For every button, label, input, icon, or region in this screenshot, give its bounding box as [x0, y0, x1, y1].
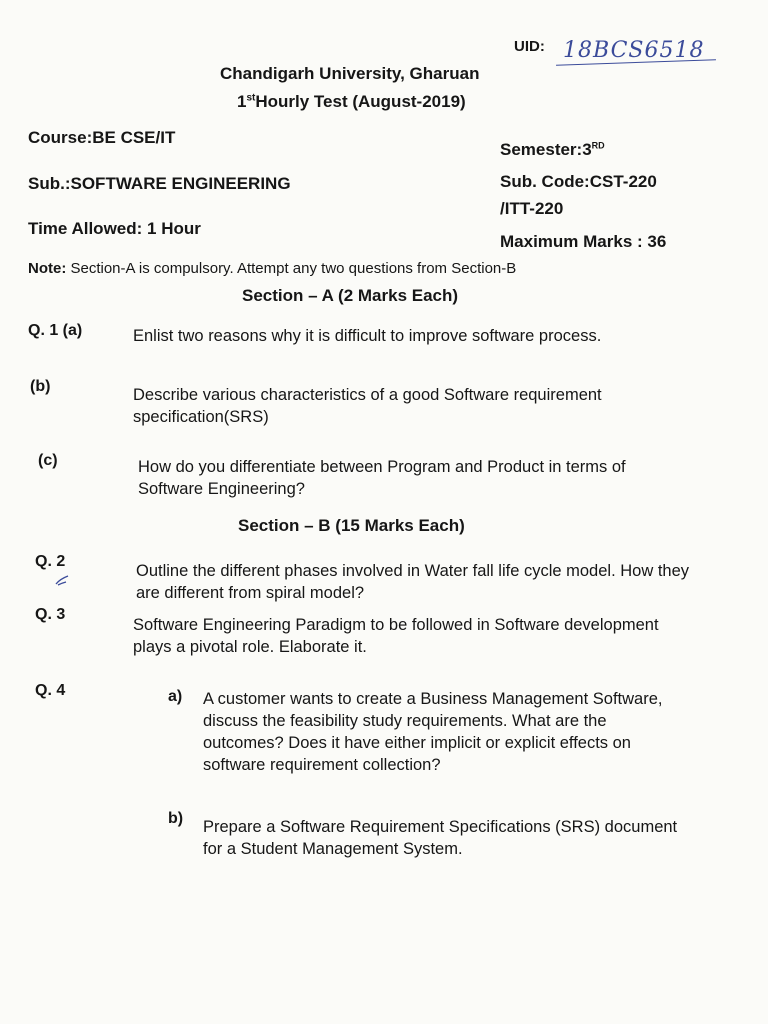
- q4b-text: Prepare a Software Requirement Specifications (SRS) document for a Student Management System.: [203, 818, 678, 858]
- handwritten-tick-icon: [54, 574, 70, 586]
- semester-sup: RD: [591, 140, 605, 151]
- q2-label: Q. 2: [35, 553, 66, 570]
- q1-label: Q. 1 (a): [28, 322, 83, 339]
- q4b-label: b): [168, 810, 184, 827]
- course-info: Course:BE CSE/IT: [28, 128, 176, 147]
- q1b-label: (b): [30, 378, 51, 395]
- maximum-marks: Maximum Marks : 36: [500, 232, 667, 251]
- test-prefix: 1: [237, 92, 247, 111]
- note-label: Note:: [28, 260, 67, 277]
- uid-handwritten-value: 18BCS6518: [563, 38, 705, 63]
- q1b-text: Describe various characteristics of a good Software requirement specification(SRS): [133, 386, 602, 426]
- subject-info: Sub.:SOFTWARE ENGINEERING: [28, 174, 291, 193]
- semester-prefix: Semester:3: [500, 140, 592, 159]
- q4a-label: a): [168, 688, 183, 705]
- section-b-title: Section – B (15 Marks Each): [238, 516, 465, 535]
- test-sup: st: [246, 92, 256, 104]
- test-rest: Hourly Test (August-2019): [255, 92, 466, 111]
- uid-label: UID:: [514, 38, 545, 55]
- q1a-text: Enlist two reasons why it is difficult to improve software process.: [133, 327, 602, 345]
- university-name: Chandigarh University, Gharuan: [220, 64, 480, 83]
- q1c-label: (c): [38, 452, 58, 469]
- semester-info: [500, 140, 605, 160]
- note: [28, 260, 516, 277]
- q3-label: Q. 3: [35, 606, 66, 623]
- q1c-text: How do you differentiate between Program and Product in terms of Software Engineering?: [138, 458, 626, 498]
- time-allowed: Time Allowed: 1 Hour: [28, 219, 201, 238]
- q4a-text: A customer wants to create a Business Management Software, discuss the feasibility study requirements. What are the outcomes? Does it have either implicit or explicit effects on software requirement collection?: [203, 690, 663, 774]
- q4-label: Q. 4: [35, 682, 66, 699]
- subject-code-1: Sub. Code:CST-220: [500, 172, 657, 191]
- q3-text: Software Engineering Paradigm to be followed in Software development plays a pivotal role. Elaborate it.: [133, 616, 659, 656]
- test-title: [237, 92, 466, 112]
- subject-code-2: /ITT-220: [500, 199, 564, 218]
- q2-text: Outline the different phases involved in Water fall life cycle model. How they are different from spiral model?: [136, 562, 690, 602]
- note-text: Section-A is compulsory. Attempt any two questions from Section-B: [66, 260, 517, 277]
- section-a-title: Section – A (2 Marks Each): [242, 286, 459, 305]
